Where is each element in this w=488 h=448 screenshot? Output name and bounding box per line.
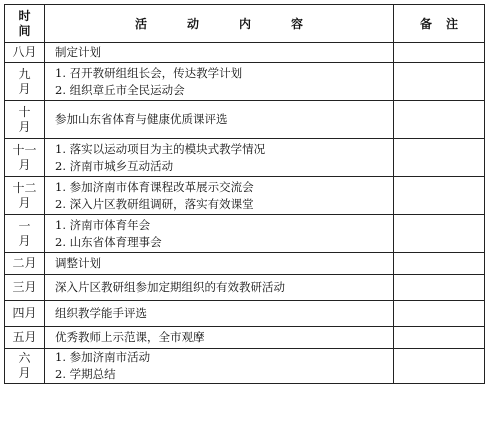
activity-cell <box>45 327 394 349</box>
table-row <box>5 301 485 327</box>
header-remarks: 备注 <box>394 5 485 43</box>
activity-line: 深入片区教研组参加定期组织的有效教研活动 <box>55 280 285 294</box>
month-label: 四月 <box>12 306 37 320</box>
remarks-cell <box>394 301 485 327</box>
month-cell <box>5 349 45 384</box>
month-cell <box>5 139 45 177</box>
remarks-cell <box>394 275 485 301</box>
remarks-cell <box>394 177 485 215</box>
month-label: 九 月 <box>18 66 31 96</box>
month-cell <box>5 177 45 215</box>
month-cell <box>5 253 45 275</box>
activity-line: 参加山东省体育与健康优质课评选 <box>55 112 228 126</box>
activity-cell <box>45 63 394 101</box>
activity-line: 2. 组织章丘市全民运动会 <box>55 82 185 97</box>
activity-cell <box>45 43 394 63</box>
header-activity-content: 活动内容 <box>45 5 394 43</box>
activity-line: 2. 山东省体育理事会 <box>55 234 162 249</box>
month-label: 十二 月 <box>12 180 37 210</box>
activity-plan-table <box>4 4 485 384</box>
activity-cell <box>45 275 394 301</box>
table-row <box>5 327 485 349</box>
activity-line: 2. 深入片区教研组调研，落实有效课堂 <box>55 196 254 211</box>
remarks-cell <box>394 43 485 63</box>
month-cell <box>5 275 45 301</box>
table-row <box>5 43 485 63</box>
table-row <box>5 253 485 275</box>
activity-cell <box>45 253 394 275</box>
month-cell <box>5 63 45 101</box>
month-label: 二月 <box>12 256 37 270</box>
activity-cell <box>45 101 394 139</box>
activity-line: 优秀教师上示范课，全市观摩 <box>55 330 205 344</box>
table-row <box>5 139 485 177</box>
table-row <box>5 177 485 215</box>
activity-line: 1. 召开教研组组长会，传达教学计划 <box>55 65 243 80</box>
month-label: 八月 <box>12 45 37 59</box>
activity-cell <box>45 215 394 253</box>
month-label: 一 月 <box>18 218 31 248</box>
table-row <box>5 275 485 301</box>
month-cell <box>5 301 45 327</box>
remarks-cell <box>394 253 485 275</box>
activity-line: 1. 参加济南市体育课程改革展示交流会 <box>55 179 254 194</box>
activity-line: 1. 参加济南市活动 <box>55 350 151 364</box>
month-cell <box>5 327 45 349</box>
month-cell <box>5 43 45 63</box>
header-time: 时 间 <box>5 5 45 43</box>
table-row <box>5 101 485 139</box>
remarks-cell <box>394 327 485 349</box>
table-header-row <box>5 5 485 43</box>
activity-line: 1. 落实以运动项目为主的模块式教学情况 <box>55 141 266 156</box>
activity-line: 2. 学期总结 <box>55 367 116 381</box>
month-label: 十 月 <box>18 104 31 134</box>
month-cell <box>5 215 45 253</box>
activity-cell <box>45 139 394 177</box>
month-label: 三月 <box>12 280 37 294</box>
remarks-cell <box>394 139 485 177</box>
activity-cell <box>45 349 394 384</box>
month-label: 五月 <box>12 330 37 344</box>
activity-cell <box>45 177 394 215</box>
remarks-cell <box>394 63 485 101</box>
month-cell <box>5 101 45 139</box>
activity-line: 2. 济南市城乡互动活动 <box>55 158 174 173</box>
table-row <box>5 63 485 101</box>
remarks-cell <box>394 215 485 253</box>
remarks-cell <box>394 101 485 139</box>
activity-line: 制定计划 <box>55 45 101 59</box>
activity-line: 1. 济南市体育年会 <box>55 217 151 232</box>
activity-cell <box>45 301 394 327</box>
month-label: 六 月 <box>18 351 31 380</box>
activity-line: 调整计划 <box>55 256 101 270</box>
table-row <box>5 215 485 253</box>
table-row <box>5 349 485 384</box>
activity-line: 组织教学能手评选 <box>55 306 147 320</box>
remarks-cell <box>394 349 485 384</box>
month-label: 十一 月 <box>12 142 37 172</box>
